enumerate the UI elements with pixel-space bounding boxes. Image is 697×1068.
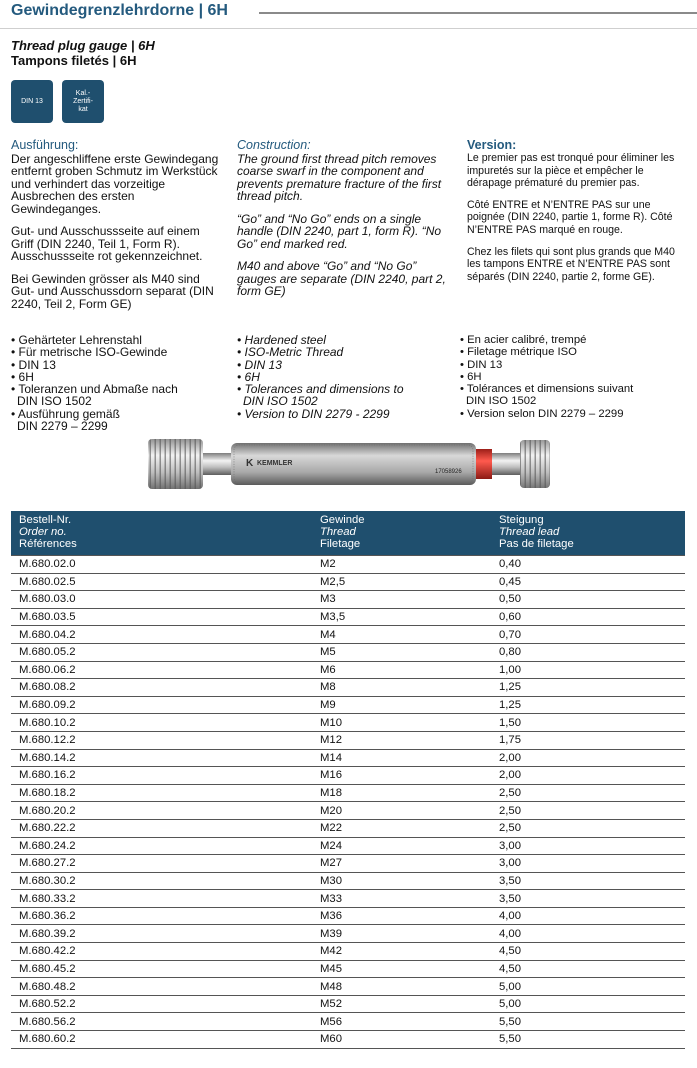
header-divider [0, 28, 697, 29]
thread-cell: M22 [312, 819, 491, 837]
thread-plug-gauge-image [146, 435, 552, 493]
section-de-para: Bei Gewinden grösser als M40 sind Gut- und Ausschussdorn separat (DIN 2240, Teil 2, Form GE) [11, 271, 214, 311]
table-row [11, 749, 685, 767]
table-row [11, 890, 685, 908]
bullet-item: • Filetage métrique ISO [460, 346, 577, 359]
bullet-item: • 6H [460, 370, 482, 383]
order-number-cell: M.680.05.2 [11, 643, 312, 661]
pitch-cell: 0,45 [491, 573, 685, 591]
pitch-cell: 4,00 [491, 925, 685, 943]
table-row [11, 855, 685, 873]
section-fr-para: Le premier pas est tronqué pour éliminer les impuretés sur la pièce et empêcher le dérapage prématuré du premier pas. [467, 152, 675, 189]
thread-cell: M48 [312, 978, 491, 996]
bullet-item: • 6H [237, 369, 260, 384]
table-row [11, 679, 685, 697]
column-header-order-no: Bestell-Nr. Order no. Références [11, 511, 312, 556]
bullet-item: • Für metrische ISO-Gewinde [11, 345, 168, 360]
pitch-cell: 3,00 [491, 855, 685, 873]
table-row [11, 925, 685, 943]
thread-cell: M2,5 [312, 573, 491, 591]
table-row [11, 995, 685, 1013]
header-rule [259, 12, 697, 14]
section-en-para: The ground first thread pitch removes coarse swarf in the component and prevents premature fracture of the first thread pitch. [237, 151, 442, 203]
order-number-cell: M.680.52.2 [11, 995, 312, 1013]
bullet-item: DIN ISO 1502 [243, 394, 318, 409]
section-fr [467, 139, 685, 293]
order-number-cell: M.680.42.2 [11, 943, 312, 961]
order-number-cell: M.680.03.5 [11, 608, 312, 626]
bullet-item: • Version to DIN 2279 - 2299 [237, 406, 390, 421]
table-row [11, 943, 685, 961]
thread-cell: M3 [312, 591, 491, 609]
section-fr-para: Chez les filets qui sont plus grands que M40 les tampons ENTRE et N’ENTRE PAS sont séparés (DIN 2240, partie 2, forme GE). [467, 246, 675, 283]
thread-cell: M16 [312, 767, 491, 785]
bullet-item: • DIN 13 [460, 358, 503, 371]
section-de [11, 139, 221, 320]
order-number-cell: M.680.22.2 [11, 819, 312, 837]
page-title: Gewindegrenzlehrdorne | 6H [11, 2, 228, 19]
table-row [11, 696, 685, 714]
bullet-item: • Ausführung gemäß [11, 406, 120, 421]
thread-cell: M33 [312, 890, 491, 908]
table-row [11, 767, 685, 785]
column-header-pitch: Steigung Thread lead Pas de filetage [491, 511, 685, 556]
thread-cell: M24 [312, 837, 491, 855]
din13-badge: DIN 13 [11, 80, 53, 123]
table-row [11, 784, 685, 802]
pitch-cell: 0,70 [491, 626, 685, 644]
thread-cell: M20 [312, 802, 491, 820]
table-row [11, 556, 685, 574]
pitch-cell: 3,50 [491, 890, 685, 908]
order-number-cell: M.680.16.2 [11, 767, 312, 785]
order-number-cell: M.680.06.2 [11, 661, 312, 679]
table-row [11, 872, 685, 890]
table-row [11, 819, 685, 837]
order-number-cell: M.680.14.2 [11, 749, 312, 767]
pitch-cell: 0,80 [491, 643, 685, 661]
order-number-cell: M.680.36.2 [11, 907, 312, 925]
order-number-cell: M.680.18.2 [11, 784, 312, 802]
table-row [11, 802, 685, 820]
order-number-cell: M.680.30.2 [11, 872, 312, 890]
table-row [11, 837, 685, 855]
section-fr-heading: Version: [467, 138, 517, 152]
order-number-cell: M.680.60.2 [11, 1031, 312, 1049]
order-number-cell: M.680.45.2 [11, 960, 312, 978]
pitch-cell: 4,50 [491, 960, 685, 978]
bullet-item: DIN ISO 1502 [466, 395, 537, 408]
order-number-cell: M.680.03.0 [11, 591, 312, 609]
order-number-cell: M.680.24.2 [11, 837, 312, 855]
pitch-cell: 2,00 [491, 767, 685, 785]
thread-cell: M3,5 [312, 608, 491, 626]
section-en-heading: Construction: [237, 138, 311, 152]
bullet-item: • Gehärteter Lehrenstahl [11, 333, 142, 347]
bullet-item: • Tolérances et dimensions suivant [460, 383, 634, 396]
thread-cell: M39 [312, 925, 491, 943]
thread-cell: M18 [312, 784, 491, 802]
thread-cell: M42 [312, 943, 491, 961]
pitch-cell: 5,50 [491, 1031, 685, 1049]
pitch-cell: 0,40 [491, 556, 685, 574]
bullets-de [11, 334, 226, 432]
section-en-para: M40 and above “Go” and “No Go” gauges are separate (DIN 2240, part 2, form GE) [237, 259, 446, 298]
bullet-item: • Version selon DIN 2279 – 2299 [460, 407, 624, 420]
pitch-cell: 2,50 [491, 819, 685, 837]
pitch-cell: 3,00 [491, 837, 685, 855]
thread-cell: M45 [312, 960, 491, 978]
order-number-cell: M.680.04.2 [11, 626, 312, 644]
table-row [11, 978, 685, 996]
bullet-item: DIN 2279 – 2299 [17, 419, 108, 434]
product-table [11, 511, 685, 1049]
section-en [237, 139, 452, 308]
section-fr-para: Côté ENTRE et N’ENTRE PAS sur une poignée (DIN 2240, partie 1, forme R). Côté N’ENTRE PAS marqué en rouge. [467, 199, 673, 236]
pitch-cell: 2,50 [491, 784, 685, 802]
pitch-cell: 1,50 [491, 714, 685, 732]
column-header-thread: Gewinde Thread Filetage [312, 511, 491, 556]
bullet-item: • Toleranzen und Abmaße nach [11, 382, 178, 397]
order-number-cell: M.680.27.2 [11, 855, 312, 873]
pitch-cell: 5,50 [491, 1013, 685, 1031]
section-en-para: “Go” and “No Go” ends on a single handle (DIN 2240, part 1, form R). “No Go” end marked red. [237, 211, 442, 251]
brand-name: KEMMLER [257, 460, 293, 467]
order-number-cell: M.680.20.2 [11, 802, 312, 820]
table-row [11, 626, 685, 644]
order-number-cell: M.680.02.5 [11, 573, 312, 591]
pitch-cell: 0,50 [491, 591, 685, 609]
pitch-cell: 3,50 [491, 872, 685, 890]
table-row [11, 608, 685, 626]
bullet-item: • DIN 13 [237, 357, 282, 372]
pitch-cell: 1,25 [491, 679, 685, 697]
pitch-cell: 2,00 [491, 749, 685, 767]
brand-logo-icon: K [246, 458, 254, 469]
thread-cell: M14 [312, 749, 491, 767]
bullet-item: • 6H [11, 369, 34, 384]
thread-cell: M2 [312, 556, 491, 574]
pitch-cell: 1,25 [491, 696, 685, 714]
order-number-cell: M.680.12.2 [11, 731, 312, 749]
section-de-para: Gut- und Ausschussseite auf einem Griff (DIN 2240, Teil 1, Form R). Ausschussseite rot gekennzeichnet. [11, 224, 203, 263]
thread-cell: M60 [312, 1031, 491, 1049]
table-row [11, 643, 685, 661]
thread-cell: M9 [312, 696, 491, 714]
bullet-item: • DIN 13 [11, 357, 56, 372]
pitch-cell: 4,50 [491, 943, 685, 961]
section-de-para: Der angeschliffene erste Gewindegang entfernt groben Schmutz im Werkstück und verhindert das vorzeitige Ausbrechen des ersten Gewindeganges. [11, 151, 219, 216]
bullet-item: • En acier calibré, trempé [460, 334, 587, 346]
bullets-fr [460, 334, 690, 420]
pitch-cell: 0,60 [491, 608, 685, 626]
pitch-cell: 5,00 [491, 978, 685, 996]
table-row [11, 960, 685, 978]
bullets-en [237, 334, 452, 420]
pitch-cell: 2,50 [491, 802, 685, 820]
thread-cell: M12 [312, 731, 491, 749]
section-de-heading: Ausführung: [11, 138, 79, 152]
thread-cell: M27 [312, 855, 491, 873]
bullet-item: DIN ISO 1502 [17, 394, 92, 409]
thread-cell: M5 [312, 643, 491, 661]
table-row [11, 661, 685, 679]
subtitle-fr: Tampons filetés | 6H [11, 53, 137, 68]
thread-cell: M8 [312, 679, 491, 697]
pitch-cell: 1,00 [491, 661, 685, 679]
thread-cell: M4 [312, 626, 491, 644]
order-number-cell: M.680.33.2 [11, 890, 312, 908]
thread-cell: M30 [312, 872, 491, 890]
order-number-cell: M.680.02.0 [11, 556, 312, 574]
order-number-cell: M.680.56.2 [11, 1013, 312, 1031]
order-number-cell: M.680.08.2 [11, 679, 312, 697]
table-row [11, 573, 685, 591]
no-go-red-ring [476, 449, 492, 479]
bullet-item: • Tolerances and dimensions to [237, 382, 404, 397]
page-header [0, 0, 697, 27]
calibration-certificate-badge: Kal.- Zertifi- kat [62, 80, 104, 123]
pitch-cell: 4,00 [491, 907, 685, 925]
table-row [11, 591, 685, 609]
order-number-cell: M.680.10.2 [11, 714, 312, 732]
thread-cell: M52 [312, 995, 491, 1013]
order-number-cell: M.680.48.2 [11, 978, 312, 996]
thread-cell: M10 [312, 714, 491, 732]
thread-cell: M36 [312, 907, 491, 925]
thread-cell: M56 [312, 1013, 491, 1031]
table-row [11, 1013, 685, 1031]
order-number-cell: M.680.09.2 [11, 696, 312, 714]
table-row [11, 907, 685, 925]
pitch-cell: 1,75 [491, 731, 685, 749]
bullet-item: • Hardened steel [237, 333, 326, 347]
order-number-cell: M.680.39.2 [11, 925, 312, 943]
table-row [11, 714, 685, 732]
table-row [11, 731, 685, 749]
thread-cell: M6 [312, 661, 491, 679]
serial-number: 17058926 [435, 469, 462, 475]
table-row [11, 1031, 685, 1049]
subtitle-en: Thread plug gauge | 6H [11, 38, 155, 53]
pitch-cell: 5,00 [491, 995, 685, 1013]
bullet-item: • ISO-Metric Thread [237, 345, 344, 360]
